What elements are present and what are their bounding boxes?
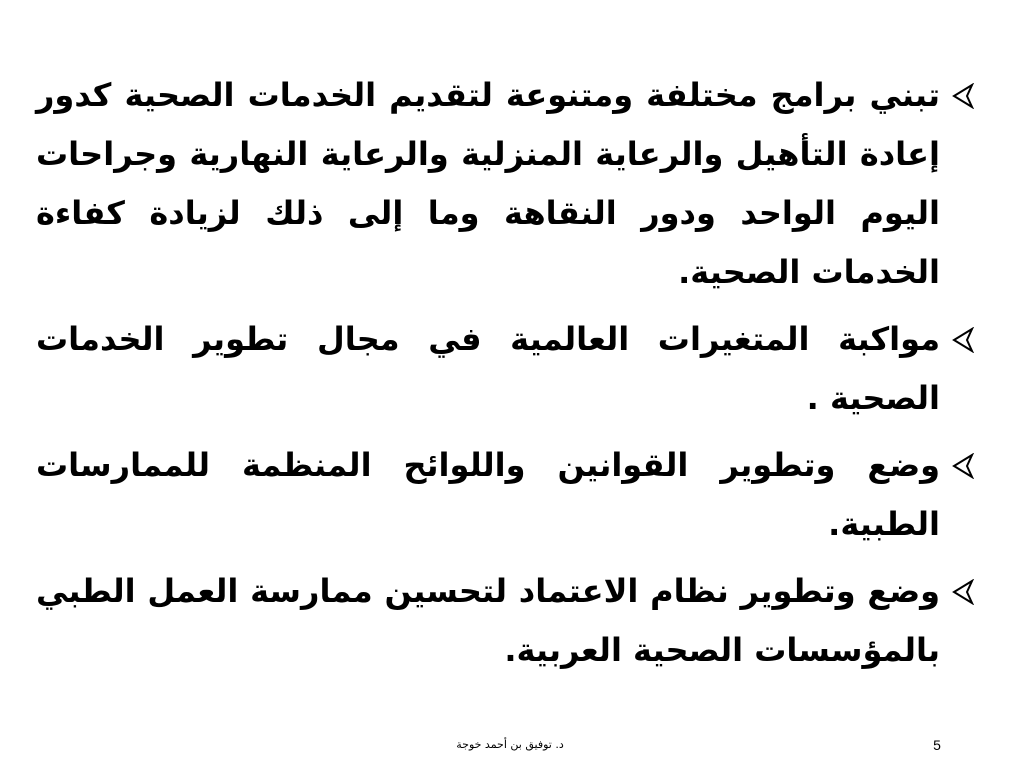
bullet-item-1 — [36, 66, 988, 302]
arrowhead-bullet-icon — [950, 579, 976, 605]
arrowhead-bullet-icon — [950, 327, 976, 353]
bullet-text: وضع وتطوير القوانين واللوائح المنظمة للممارسات الطبية. — [36, 446, 940, 543]
slide-page-number: 5 — [933, 737, 941, 753]
footer-author: د. توفيق بن أحمد خوجة — [456, 738, 564, 751]
bullet-item-2 — [36, 310, 988, 428]
arrowhead-bullet-icon — [950, 83, 976, 109]
bullet-item-4 — [36, 562, 988, 680]
arrowhead-bullet-icon — [950, 453, 976, 479]
bullet-text: مواكبة المتغيرات العالمية في مجال تطوير الخدمات الصحية . — [36, 320, 940, 417]
bullet-item-3 — [36, 436, 988, 554]
bullet-list — [36, 66, 988, 688]
bullet-text: وضع وتطوير نظام الاعتماد لتحسين ممارسة العمل الطبي بالمؤسسات الصحية العربية. — [36, 572, 940, 669]
bullet-text: تبني برامج مختلفة ومتنوعة لتقديم الخدمات الصحية كدور إعادة التأهيل والرعاية المنزلية والرعاية النهارية وجراحات اليوم الواحد ودور النقاهة وما إلى ذلك لزيادة كفاءة الخدمات الصحية. — [36, 76, 940, 291]
